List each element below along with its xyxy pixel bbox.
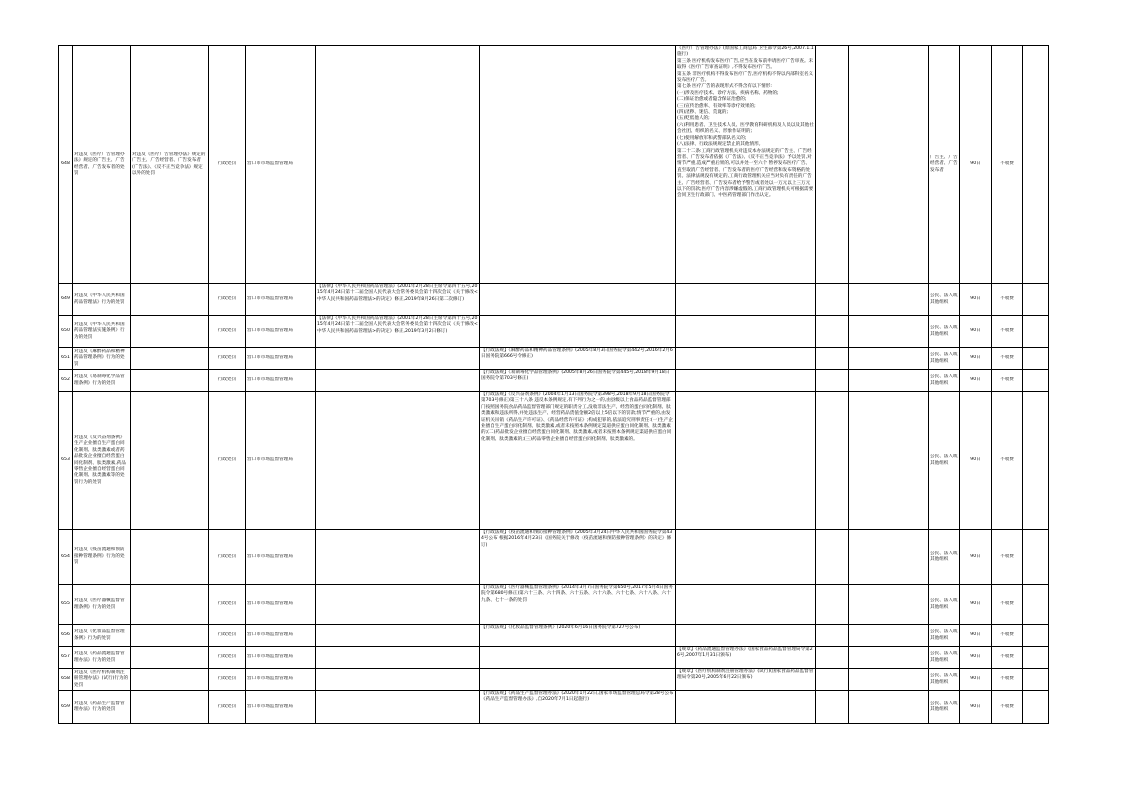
time-limit-text: 90日 — [970, 161, 981, 167]
matter-name-text: 对违反《药品流通监督管理办法》行为的处罚 — [74, 651, 125, 663]
time-limit — [960, 585, 992, 625]
sub-matter-name — [131, 370, 209, 392]
table-row — [59, 585, 1049, 625]
legal-basis-regulation-text: 【行政法规】《易制毒化学品管理条例》(2005年8月26日国务院令第445号,2018年9月18日国务院令第703号修正) — [481, 370, 670, 382]
other-basis — [816, 691, 849, 724]
fee — [992, 284, 1023, 316]
table-row — [59, 625, 1049, 647]
matter-name-text: 对违反《医疗器械监督管理条例》行为的处罚 — [74, 598, 125, 610]
power-type — [209, 669, 246, 691]
sub-matter-name — [131, 585, 209, 625]
row-number — [59, 691, 73, 724]
time-limit — [960, 316, 992, 348]
service-subject-text: 公民、法人或其他组织 — [930, 374, 958, 386]
fee-text: 不收费 — [1000, 377, 1014, 383]
table-row — [59, 392, 1049, 530]
fee — [992, 392, 1023, 530]
blank-column — [849, 284, 929, 316]
implementing-department — [246, 284, 316, 316]
legal-basis-regulation — [480, 530, 676, 585]
power-type — [209, 625, 246, 647]
legal-basis-law — [316, 370, 480, 392]
implementing-department-text: 营口市市场监督管理局 — [247, 601, 293, 607]
matter-name — [73, 585, 131, 625]
service-subject — [929, 46, 960, 284]
power-type-text: 行政处罚 — [217, 457, 237, 463]
row-number-text: 656 — [61, 632, 70, 638]
sub-matter-name — [131, 530, 209, 585]
time-limit — [960, 669, 992, 691]
blank-column — [849, 392, 929, 530]
rule-line: 第三条 医疗机构发布医疗广告,应当在发布前申请医疗广告审查。未取得《医疗广告审查证明》,不得发布医疗广告。 — [677, 58, 814, 71]
fee-text: 不收费 — [1000, 601, 1014, 607]
time-limit — [960, 370, 992, 392]
fee — [992, 316, 1023, 348]
remarks — [1023, 669, 1049, 691]
other-basis — [816, 284, 849, 316]
fee — [992, 46, 1023, 284]
implementing-department — [246, 669, 316, 691]
sub-matter-name — [131, 284, 209, 316]
matter-name-text: 对违反《反兴奋剂条例》生产企业擅自生产蛋白同化制剂、肽类激素或者药品批发企业擅自经营蛋白同化制剂、肽类激素,药品零售企业擅自经营蛋白同化制剂、肽类激素等的处罚行为的处罚 — [74, 434, 126, 485]
time-limit-text: 90日 — [970, 676, 981, 682]
legal-basis-law — [316, 348, 480, 370]
fee-text: 不收费 — [1000, 161, 1014, 167]
implementing-department — [246, 647, 316, 669]
legal-basis-rule — [676, 370, 816, 392]
fee-text: 不收费 — [1000, 676, 1014, 682]
blank-column — [849, 669, 929, 691]
remarks — [1023, 284, 1049, 316]
rule-line: (八)法律、行政法规规定禁止的其他情形。 — [677, 142, 764, 148]
power-type-text: 行政处罚 — [217, 676, 237, 682]
row-number-text: 648 — [61, 161, 70, 167]
legal-basis-law — [316, 530, 480, 585]
implementing-department-text: 营口市市场监督管理局 — [247, 161, 293, 167]
matter-name-text: 对违反《疫苗流通和预防接种管理条例》行为的处罚 — [74, 547, 125, 566]
power-list-sheet — [58, 45, 1048, 724]
service-subject — [929, 647, 960, 669]
legal-basis-law — [316, 316, 480, 348]
rule-line: (三)宣传治愈率、有效率等诊疗效果的; — [677, 103, 756, 109]
legal-basis-regulation — [480, 348, 676, 370]
matter-name — [73, 348, 131, 370]
fee — [992, 530, 1023, 585]
implementing-department — [246, 530, 316, 585]
service-subject-text: 公民、法人或其他组织 — [930, 325, 958, 337]
rule-line: (一)涉及医疗技术、诊疗方法、疾病名称、药物的; — [677, 90, 779, 96]
legal-basis-rule — [676, 625, 816, 647]
service-subject-text: 公民、法人或其他组织 — [930, 700, 958, 712]
legal-basis-regulation-text: 【行政法规】《疫苗流通和预防接种管理条例》(2005年3月24日中华人民共和国国务院令第434号公布 根据2016年4月23日《国务院关于修改〈疫苗流通和预防接种管理条例〉的决定》修订) — [481, 530, 673, 548]
power-type-text: 行政处罚 — [217, 632, 237, 638]
service-subject — [929, 348, 960, 370]
row-number-text: 651 — [61, 355, 70, 361]
service-subject-text: 公民、法人或其他组织 — [930, 598, 958, 610]
legal-basis-rule — [676, 284, 816, 316]
blank-column — [849, 348, 929, 370]
rule-line: (六)利用患者、卫生技术人员、医学教育科研机构及人员以及其他社会社团、组织的名义、形象作证明的; — [677, 122, 814, 135]
remarks — [1023, 585, 1049, 625]
other-basis — [816, 647, 849, 669]
blank-column — [849, 625, 929, 647]
legal-basis-rule — [676, 585, 816, 625]
fee — [992, 691, 1023, 724]
matter-name — [73, 691, 131, 724]
time-limit-text: 90日 — [970, 553, 981, 559]
matter-name-text: 对违反《易制毒化学品管理条例》行为的处罚 — [74, 374, 125, 386]
other-basis — [816, 370, 849, 392]
service-subject-text: 公民、法人或其他组织 — [930, 629, 958, 641]
matter-name-text: 对违反《中华人民共和国药品管理法》行为的处罚 — [74, 293, 125, 305]
rule-line: 【规章】《医疗机构制剂注册管理办法》(试行)(国家食品药品监督管理局令第20号,2005年6月22日颁布) — [677, 669, 814, 681]
remarks — [1023, 647, 1049, 669]
rule-line: 第二十二条:工商行政管理机关对违反本办法规定的广告主、广告经营者、广告发布者依据《广告法》、《反不正当竞争法》予以处罚,对情节严重,造成严重后果的,可以并处一至六个 暂停发布医疗广告、直至取消广告经营者、广告发布者的医疗广告经营和发布资格的处罚。法律法规没有规定的,工商行政管理机关应当对负有责任的广告主、广告经营者、广告发布者给予警告或者处以一万元以上三万元以下的罚款;医疗广告内容涉嫌虚假的,工商行政管理机关可根据需要会同卫生行政部门、中医药管理部门作出认定。 — [677, 148, 814, 199]
row-number-text: 650 — [61, 328, 70, 334]
matter-name-text: 对违反《化妆品监督管理条例》行为的处罚 — [74, 629, 125, 641]
time-limit-text: 90日 — [970, 296, 981, 302]
legal-basis-rule — [676, 392, 816, 530]
legal-basis-law — [316, 647, 480, 669]
row-number — [59, 585, 73, 625]
legal-basis-law-text: 【法律】《中华人民共和国药品管理法》(2001年2月28日主席令第四十五号,2015年4月24日第十二届全国人民代表大会常务委员会第十四次会议《关于修改<中华人民共和国药品管理法>的决定》修正,2019年8月26日第二次修订) — [317, 284, 478, 302]
matter-name — [73, 392, 131, 530]
power-type — [209, 647, 246, 669]
matter-name-text: 对违反《药品生产监督管理办法》行为的处罚 — [74, 700, 125, 712]
fee — [992, 585, 1023, 625]
power-type — [209, 585, 246, 625]
fee-text: 不收费 — [1000, 632, 1014, 638]
sub-matter-name — [131, 348, 209, 370]
row-number — [59, 530, 73, 585]
power-type-text: 行政处罚 — [217, 553, 237, 559]
power-type-text: 行政处罚 — [217, 601, 237, 607]
rule-line: 第七条 医疗广告的表现形式不得含有以下情形: — [677, 84, 772, 90]
matter-name-text: 对违反《医疗机构制剂注册管理办法》(试行)行为的处罚 — [74, 669, 129, 688]
legal-basis-regulation — [480, 284, 676, 316]
power-type — [209, 392, 246, 530]
table-row — [59, 46, 1049, 284]
time-limit-text: 90日 — [970, 703, 981, 709]
legal-basis-regulation — [480, 392, 676, 530]
table-row — [59, 530, 1049, 585]
fee — [992, 625, 1023, 647]
time-limit — [960, 625, 992, 647]
fee-text: 不收费 — [1000, 296, 1014, 302]
implementing-department-text: 营口市市场监督管理局 — [247, 676, 293, 682]
legal-basis-regulation — [480, 316, 676, 348]
service-subject — [929, 370, 960, 392]
table-row — [59, 316, 1049, 348]
service-subject — [929, 585, 960, 625]
legal-basis-rule — [676, 669, 816, 691]
other-basis — [816, 585, 849, 625]
row-number — [59, 647, 73, 669]
row-number-text: 653 — [61, 457, 70, 463]
power-type-text: 行政处罚 — [217, 296, 237, 302]
service-subject-text: 公民、法人或其他组织 — [930, 454, 958, 466]
blank-column — [849, 647, 929, 669]
power-type-text: 行政处罚 — [217, 377, 237, 383]
implementing-department-text: 营口市市场监督管理局 — [247, 377, 293, 383]
sub-matter-name — [131, 669, 209, 691]
time-limit-text: 90日 — [970, 377, 981, 383]
implementing-department-text: 营口市市场监督管理局 — [247, 457, 293, 463]
legal-basis-regulation-text: 【行政法规】《药品生产监督管理办法》(2020年1月22日,国家市场监督管理总局令第28号公布《药品生产监督管理办法》,自2020年7月1日起施行) — [481, 691, 674, 703]
service-subject — [929, 691, 960, 724]
fee — [992, 370, 1023, 392]
service-subject — [929, 284, 960, 316]
implementing-department-text: 营口市市场监督管理局 — [247, 328, 293, 334]
legal-basis-rule-text — [677, 647, 814, 660]
power-type — [209, 530, 246, 585]
blank-column — [849, 316, 929, 348]
time-limit-text: 90日 — [970, 355, 981, 361]
time-limit — [960, 530, 992, 585]
fee-text: 不收费 — [1000, 703, 1014, 709]
time-limit — [960, 392, 992, 530]
time-limit — [960, 647, 992, 669]
time-limit-text: 90日 — [970, 328, 981, 334]
service-subject-text: 公民、法人或其他组织 — [930, 673, 958, 685]
implementing-department-text: 营口市市场监督管理局 — [247, 296, 293, 302]
rule-line: (七)使用解放军和武警部队名义的; — [677, 135, 747, 141]
implementing-department-text: 营口市市场监督管理局 — [247, 703, 293, 709]
sub-matter-name — [131, 316, 209, 348]
table-body — [59, 46, 1049, 724]
power-type — [209, 370, 246, 392]
legal-basis-law — [316, 46, 480, 284]
rule-line: (二)保证治愈或者隐含保证治愈的; — [677, 97, 747, 103]
legal-basis-regulation-text: 【行政法规】《反兴奋剂条例》(2004年1月13日国务院令第398号,2018年9月18日国务院令第703号修正)第三十八条 违反本条例规定,有下列行为之一的,由县级以上食品药品监督管理部门按照国务院食品药品监督管理部门规定的职责分工,没收非法生产、经营的蛋白同化制剂、肽类激素和违法所得,并处违法生产、经营药品货值金额2倍以上5倍以下的罚款;情节严重的,由发证机关吊销《药品生产许可证》、《药品经营许可证》;构成犯罪的,依法追究刑事责任:(一)生产企业擅自生产蛋白同化制剂、肽类激素,或者未按照本条例规定渠道供应蛋白同化制剂、肽类激素的;(二)药品批发企业擅自经营蛋白同化制剂、肽类激素,或者未按照本条例规定渠道供应蛋白同化制剂、肽类激素的;(三)药品零售企业擅自经营蛋白同化制剂、肽类激素的。 — [481, 392, 673, 442]
table-row — [59, 348, 1049, 370]
implementing-department — [246, 370, 316, 392]
row-number — [59, 370, 73, 392]
implementing-department — [246, 625, 316, 647]
time-limit — [960, 348, 992, 370]
remarks — [1023, 370, 1049, 392]
implementing-department-text: 营口市市场监督管理局 — [247, 632, 293, 638]
row-number-text: 659 — [61, 703, 70, 709]
row-number — [59, 392, 73, 530]
other-basis — [816, 46, 849, 284]
implementing-department — [246, 46, 316, 284]
matter-name — [73, 370, 131, 392]
rule-line: (四)淫秽、迷信、荒诞的; — [677, 110, 729, 116]
matter-name — [73, 530, 131, 585]
time-limit — [960, 46, 992, 284]
matter-name — [73, 625, 131, 647]
fee-text: 不收费 — [1000, 355, 1014, 361]
implementing-department-text: 营口市市场监督管理局 — [247, 654, 293, 660]
legal-basis-rule-text — [677, 669, 814, 682]
legal-basis-rule — [676, 316, 816, 348]
remarks — [1023, 691, 1049, 724]
implementing-department — [246, 691, 316, 724]
row-number — [59, 284, 73, 316]
implementing-department — [246, 585, 316, 625]
legal-basis-regulation-text: 【行政法规】《医疗器械监督管理条例》(2014年3月7日国务院令第650号,2017年5月4日国务院令第680号修正)第六十三条、六十四条、六十五条、六十六条、六十七条、六十八条、六十九条、七十一条的处罚 — [481, 585, 673, 603]
matter-name-text: 对违反《麻醉药品和精神药品管理条例》行为的处罚 — [74, 348, 125, 367]
blank-column — [849, 370, 929, 392]
other-basis — [816, 348, 849, 370]
service-subject-text: 公民、法人或其他组织 — [930, 550, 958, 562]
fee-text: 不收费 — [1000, 328, 1014, 334]
service-subject — [929, 392, 960, 530]
remarks — [1023, 625, 1049, 647]
sub-matter-name — [131, 691, 209, 724]
power-type — [209, 316, 246, 348]
power-list-table — [58, 45, 1049, 724]
row-number-text: 652 — [61, 377, 70, 383]
power-type — [209, 284, 246, 316]
table-row — [59, 691, 1049, 724]
time-limit — [960, 284, 992, 316]
blank-column — [849, 530, 929, 585]
implementing-department — [246, 316, 316, 348]
rule-line: (五)贬低他人的; — [677, 116, 710, 122]
legal-basis-law — [316, 392, 480, 530]
time-limit-text: 90日 — [970, 457, 981, 463]
legal-basis-rule — [676, 530, 816, 585]
blank-column — [849, 585, 929, 625]
power-type-text: 行政处罚 — [217, 355, 237, 361]
implementing-department — [246, 392, 316, 530]
legal-basis-law — [316, 585, 480, 625]
remarks — [1023, 530, 1049, 585]
sub-matter-name-text: 对违反《医疗广告管理办法》规定的广告主、广告经营者、广告发布者(广告法》、《反不正当竞争法》规定以外的处罚 — [132, 151, 206, 176]
row-number — [59, 316, 73, 348]
remarks — [1023, 46, 1049, 284]
fee-text: 不收费 — [1000, 654, 1014, 660]
implementing-department-text: 营口市市场监督管理局 — [247, 553, 293, 559]
remarks — [1023, 348, 1049, 370]
service-subject-text: 公民、法人或其他组织 — [930, 352, 958, 364]
table-row — [59, 647, 1049, 669]
legal-basis-rule — [676, 691, 816, 724]
time-limit — [960, 691, 992, 724]
sub-matter-name — [131, 392, 209, 530]
power-type-text: 行政处罚 — [217, 654, 237, 660]
blank-column — [849, 691, 929, 724]
service-subject — [929, 625, 960, 647]
matter-name — [73, 647, 131, 669]
other-basis — [816, 316, 849, 348]
power-type — [209, 691, 246, 724]
remarks — [1023, 392, 1049, 530]
fee-text: 不收费 — [1000, 553, 1014, 559]
service-subject-text: 公民、法人或其他组织 — [930, 651, 958, 663]
row-number — [59, 348, 73, 370]
legal-basis-law — [316, 625, 480, 647]
time-limit-text: 90日 — [970, 654, 981, 660]
fee — [992, 669, 1023, 691]
other-basis — [816, 530, 849, 585]
sub-matter-name — [131, 625, 209, 647]
table-row — [59, 284, 1049, 316]
matter-name — [73, 46, 131, 284]
service-subject-text: 公民、法人或其他组织 — [930, 293, 958, 305]
rule-line: 第五条 非医疗机构不得发布医疗广告,医疗机构不得以内部科室名义发布医疗广告。 — [677, 71, 814, 84]
table-row — [59, 669, 1049, 691]
fee — [992, 647, 1023, 669]
sub-matter-name — [131, 647, 209, 669]
legal-basis-regulation — [480, 647, 676, 669]
legal-basis-regulation — [480, 585, 676, 625]
table-row — [59, 370, 1049, 392]
remarks — [1023, 316, 1049, 348]
blank-column — [849, 46, 929, 284]
sub-matter-name — [131, 46, 209, 284]
power-type-text: 行政处罚 — [217, 328, 237, 334]
row-number-text: 657 — [61, 654, 70, 660]
time-limit-text: 90日 — [970, 601, 981, 607]
other-basis — [816, 669, 849, 691]
matter-name — [73, 316, 131, 348]
power-type-text: 行政处罚 — [217, 161, 237, 167]
legal-basis-regulation — [480, 625, 676, 647]
legal-basis-rule-text — [677, 46, 814, 200]
row-number — [59, 46, 73, 284]
fee — [992, 348, 1023, 370]
matter-name — [73, 669, 131, 691]
row-number-text: 658 — [61, 676, 70, 682]
legal-basis-rule — [676, 647, 816, 669]
row-number-text: 649 — [61, 296, 70, 302]
service-subject — [929, 316, 960, 348]
matter-name-text: 对违反《医疗广告管理办法》规定的广告主、广告经营者、广告发布者的处罚 — [74, 151, 125, 176]
implementing-department — [246, 348, 316, 370]
time-limit-text: 90日 — [970, 632, 981, 638]
matter-name — [73, 284, 131, 316]
implementing-department-text: 营口市市场监督管理局 — [247, 355, 293, 361]
row-number — [59, 625, 73, 647]
rule-line: 【规章】《药品流通监督管理办法》(国家食品药品监督管理局令第26号,2007年1月31日颁布) — [677, 647, 813, 659]
row-number-text: 654 — [61, 553, 70, 559]
service-subject — [929, 669, 960, 691]
service-subject-text: 广告主、广告经营者、广告发布者 — [930, 154, 958, 173]
other-basis — [816, 625, 849, 647]
rule-line: 《医疗广告管理办法》(原国家工商总局 卫生部令第26号,2007.1.1施行) — [677, 46, 814, 58]
legal-basis-rule — [676, 348, 816, 370]
fee-text: 不收费 — [1000, 457, 1014, 463]
legal-basis-regulation — [480, 370, 676, 392]
legal-basis-regulation — [480, 691, 676, 724]
legal-basis-law — [316, 284, 480, 316]
row-number-text: 655 — [61, 601, 70, 607]
legal-basis-regulation-text: 【行政法规】《化妆品监督管理条例》(2020年6月16日国务院令第727号公布) — [481, 625, 641, 630]
other-basis — [816, 392, 849, 530]
legal-basis-law — [316, 669, 480, 691]
matter-name-text: 对违反《中华人民共和国药品管理法实施条例》行为的处罚 — [74, 321, 125, 340]
legal-basis-rule — [676, 46, 816, 284]
legal-basis-regulation — [480, 46, 676, 284]
legal-basis-law — [316, 691, 480, 724]
legal-basis-regulation-text: 【行政法规】《麻醉药品和精神药品管理条例》(2005年8月3日国务院令第442号,2016年2月6日国务院第666号令修正) — [481, 348, 673, 360]
power-type — [209, 46, 246, 284]
legal-basis-regulation — [480, 669, 676, 691]
power-type-text: 行政处罚 — [217, 703, 237, 709]
service-subject — [929, 530, 960, 585]
legal-basis-law-text: 【法律】《中华人民共和国药品管理法》(2001年2月28日主席令第四十五号,2015年4月24日第十二届全国人民代表大会常务委员会第十四次会议《关于修改<中华人民共和国药品管理法>的决定》修正,2019年3月2日修订) — [317, 316, 478, 334]
power-type — [209, 348, 246, 370]
row-number — [59, 669, 73, 691]
